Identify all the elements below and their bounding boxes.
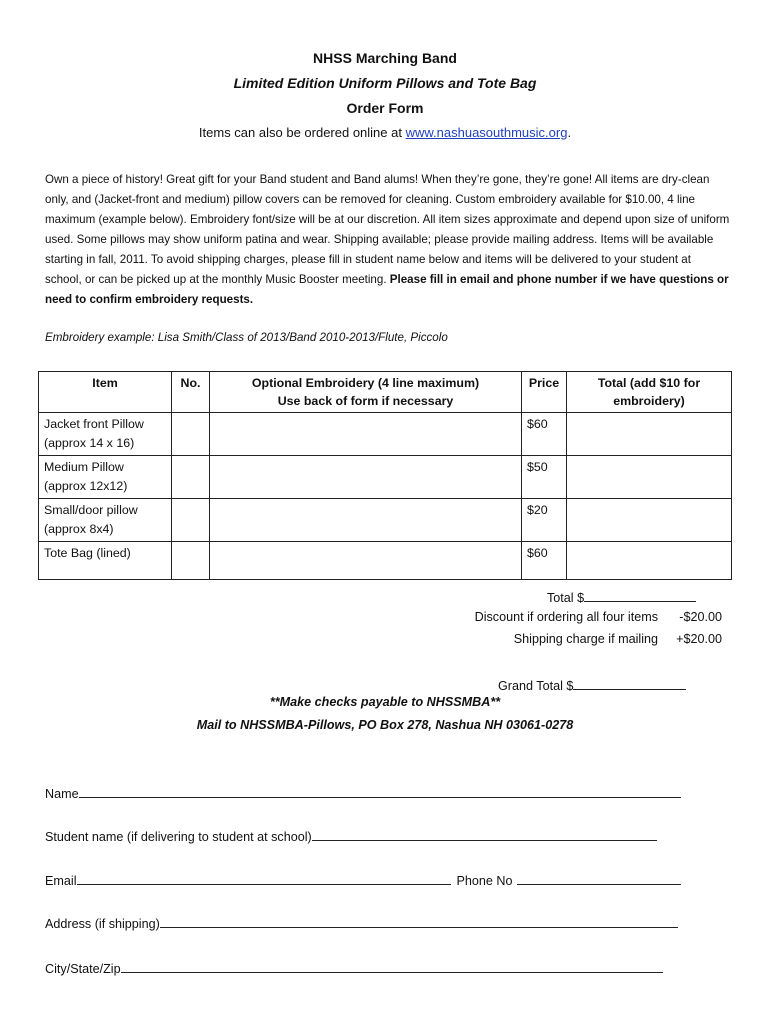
online-suffix: . [567, 125, 572, 140]
total-cell[interactable] [567, 542, 732, 580]
total-label: Total $ [547, 591, 585, 605]
total-cell[interactable] [567, 413, 732, 456]
total-cell[interactable] [567, 499, 732, 542]
name-field[interactable] [79, 785, 681, 798]
embroidery-example: Embroidery example: Lisa Smith/Class of 2013/Band 2010-2013/Flute, Piccolo [45, 331, 448, 344]
item-size: (approx 14 x 16) [44, 436, 135, 450]
email-field[interactable] [77, 872, 451, 885]
header-price: Price [522, 372, 567, 413]
grand-total-blank[interactable] [573, 676, 686, 690]
student-field-row [45, 828, 657, 844]
table-row [39, 456, 732, 499]
item-name: Small/door pillow [44, 503, 138, 517]
quantity-cell[interactable] [172, 542, 210, 580]
table-row [39, 499, 732, 542]
price-cell: $50 [522, 456, 567, 499]
city-state-zip-field[interactable] [121, 960, 663, 973]
price-cell: $20 [522, 499, 567, 542]
order-table [38, 371, 732, 580]
item-size: (approx 8x4) [44, 522, 114, 536]
mailing-address-note: Mail to NHSSMBA-Pillows, PO Box 278, Nashua NH 03061-0278 [196, 718, 574, 732]
email-phone-row [45, 872, 681, 888]
student-label: Student name (if delivering to student at school) [45, 830, 312, 844]
table-row [39, 542, 732, 580]
item-cell [39, 542, 172, 580]
intro-paragraph [45, 170, 730, 310]
student-name-field[interactable] [312, 828, 657, 841]
embroidery-cell[interactable] [210, 456, 522, 499]
email-label: Email [45, 874, 77, 888]
header-embroidery-line1: Optional Embroidery (4 line maximum) [251, 376, 480, 390]
checks-payable-note: **Make checks payable to NHSSMBA** [269, 695, 501, 709]
discount-value: -$20.00 [679, 610, 722, 624]
item-name: Jacket front Pillow [44, 417, 144, 431]
header-total-line2: embroidery) [613, 394, 685, 408]
shipping-label: Shipping charge if mailing [513, 632, 658, 646]
quantity-cell[interactable] [172, 413, 210, 456]
embroidery-cell[interactable] [210, 499, 522, 542]
name-field-row [45, 785, 681, 801]
total-blank[interactable] [584, 588, 696, 602]
grand-total-line [498, 676, 686, 693]
item-cell [39, 499, 172, 542]
item-name: Tote Bag (lined) [44, 546, 131, 560]
name-label: Name [45, 787, 79, 801]
header-item: Item [39, 372, 172, 413]
intro-bold-text: Please fill in email and phone number if we have questions or need to confirm embroidery requests. [45, 273, 729, 306]
item-cell [39, 413, 172, 456]
page-title: NHSS Marching Band [313, 50, 457, 66]
online-prefix: Items can also be ordered online at [198, 125, 406, 140]
header-embroidery [210, 372, 522, 413]
table-row [39, 413, 732, 456]
intro-text: Own a piece of history! Great gift for your Band student and Band alums! When they’re gone, they’re gone! All items are dry-clean only, and (Jacket-front and medium) pillow covers can be removed for cleaning. Custom embroidery available for $10.00, 4 line maximum (example below). Embroidery font/size will be at our discretion. All item sizes approximate and depend upon size of uniform used. Some pillows may show uniform patina and wear. Shipping available; please provide mailing address. Items will be available starting in fall, 2011. To avoid shipping charges, please fill in student name below and items will be delivered to your student at school, or can be picked up at the monthly Music Booster meeting. [45, 173, 730, 286]
quantity-cell[interactable] [172, 456, 210, 499]
form-title: Order Form [346, 100, 424, 116]
address-label: Address (if shipping) [45, 917, 160, 931]
price-cell: $60 [522, 413, 567, 456]
embroidery-cell[interactable] [210, 542, 522, 580]
phone-label: Phone No [456, 874, 513, 888]
header-total [567, 372, 732, 413]
item-name: Medium Pillow [44, 460, 124, 474]
phone-field[interactable] [517, 872, 681, 885]
city-field-row [45, 960, 663, 976]
total-line [547, 588, 696, 605]
header-total-line1: Total (add $10 for [597, 376, 701, 390]
embroidery-cell[interactable] [210, 413, 522, 456]
discount-label: Discount if ordering all four items [474, 610, 658, 624]
table-header-row [39, 372, 732, 413]
item-cell [39, 456, 172, 499]
total-cell[interactable] [567, 456, 732, 499]
city-label: City/State/Zip [45, 962, 121, 976]
shipping-value: +$20.00 [676, 632, 722, 646]
header-no: No. [172, 372, 210, 413]
website-link[interactable]: www.nashuasouthmusic.org [405, 125, 568, 140]
page-subtitle: Limited Edition Uniform Pillows and Tote Bag [233, 75, 537, 91]
quantity-cell[interactable] [172, 499, 210, 542]
price-cell: $60 [522, 542, 567, 580]
header-embroidery-line2: Use back of form if necessary [277, 394, 454, 408]
address-field[interactable] [160, 915, 678, 928]
item-size: (approx 12x12) [44, 479, 128, 493]
address-field-row [45, 915, 678, 931]
online-order-note [0, 125, 770, 140]
grand-total-label: Grand Total $ [498, 679, 574, 693]
